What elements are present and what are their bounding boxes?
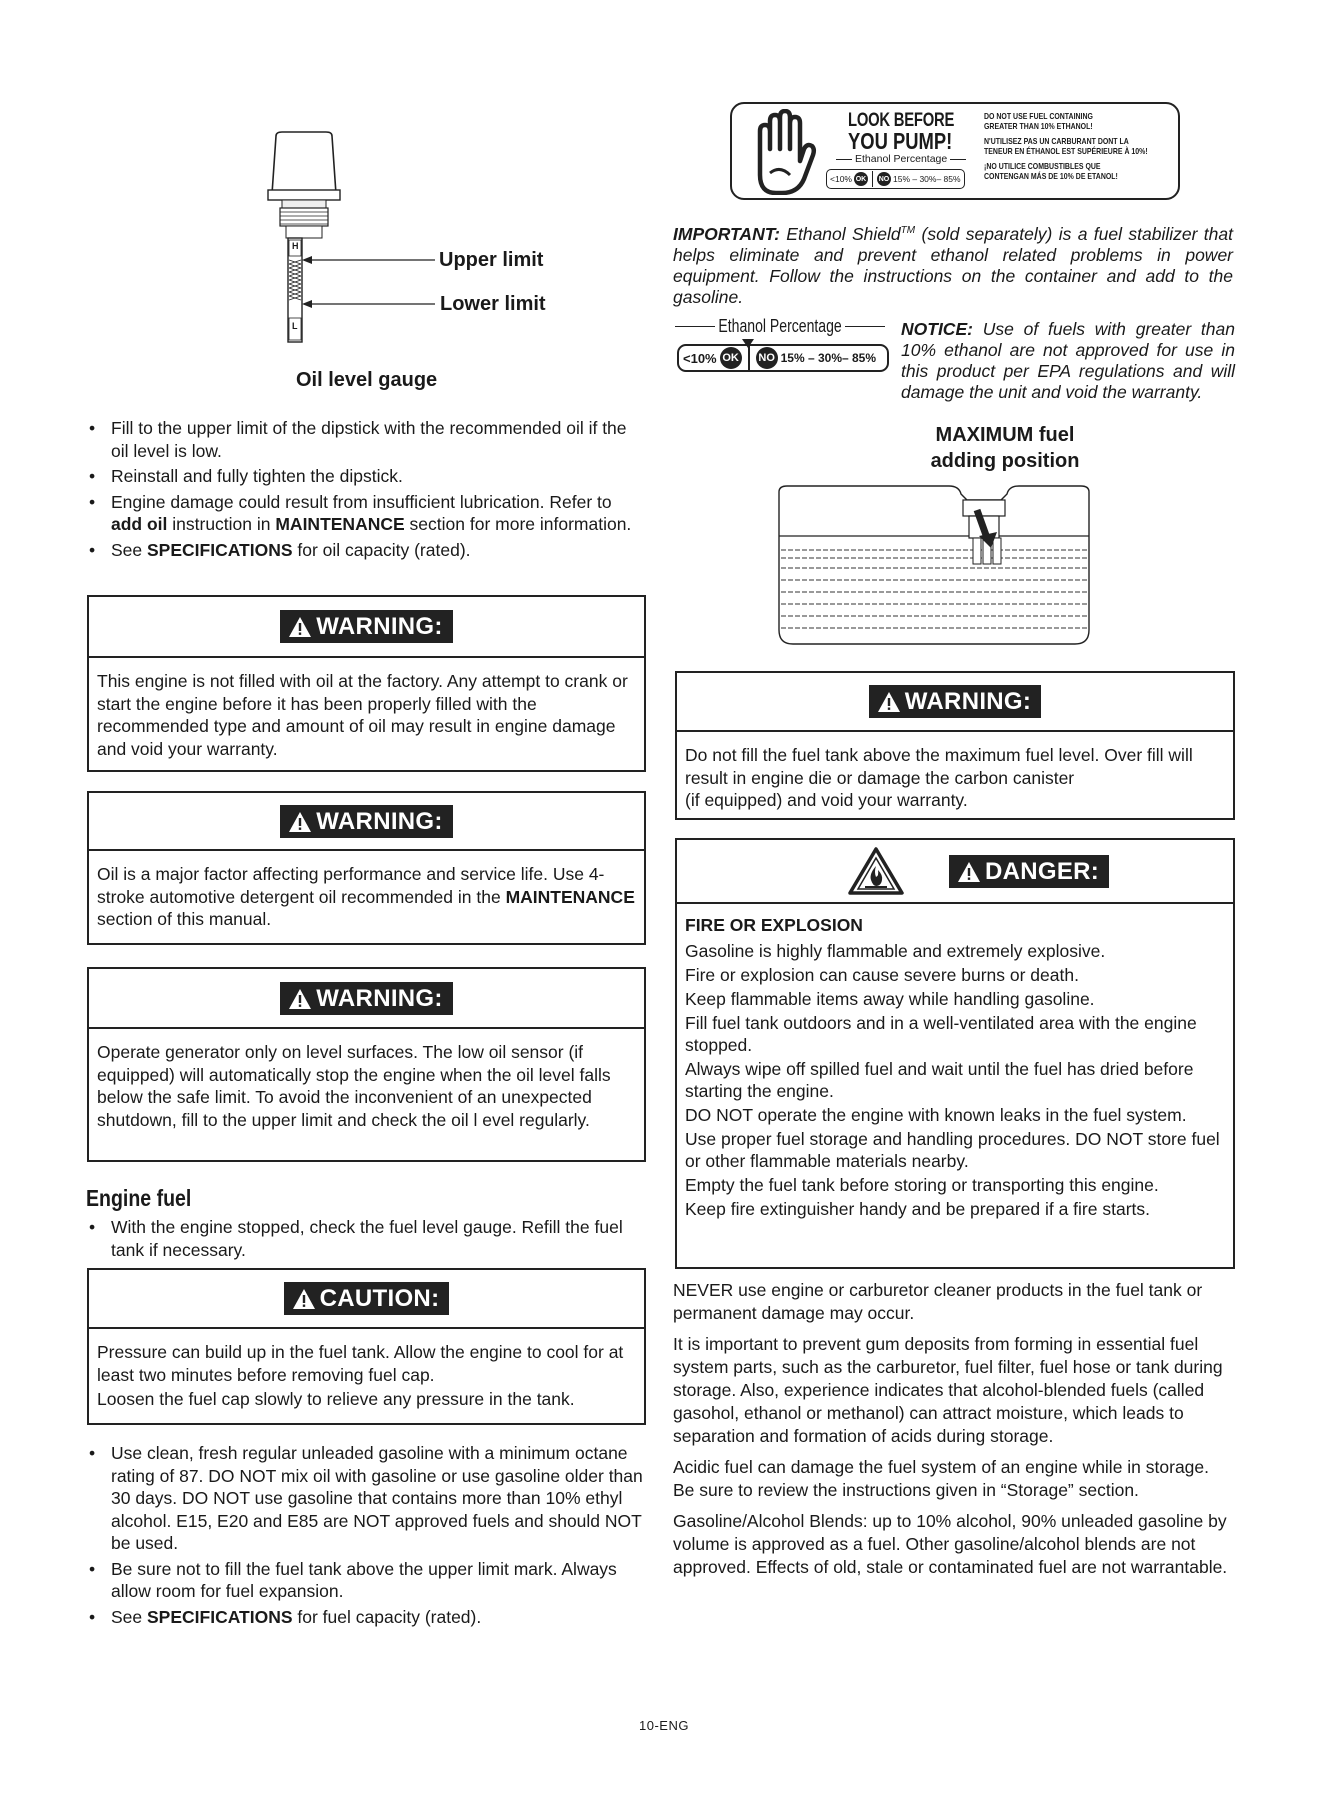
warning-pill: WARNING:: [280, 805, 452, 838]
danger-body: [677, 904, 1233, 1220]
danger-item: Gasoline is highly flammable and extremely explosive.: [685, 941, 1106, 961]
multilingual-warning: DO NOT USE FUEL CONTAINING GREATER THAN 10% ETHANOL! N'UTILISEZ PAS UN CARBURANT DONT LA TENEUR EN ÉTHANOL EST SUPÉRIEURE À 10%! ¡NO UTILICE COMBUSTIBLES QUE CONTENGAN MÁS DE 10% DE ETANOL!: [984, 111, 1148, 181]
danger-item: Always wipe off spilled fuel and wait until the fuel has dried before starting the engine.: [685, 1059, 1194, 1101]
look-before-text-1: LOOK BEFORE: [848, 110, 955, 131]
warning-triangle-icon: [288, 811, 312, 833]
engine-fuel-bullet-wrap: [86, 1216, 646, 1264]
oil-bullet-list-wrap: [86, 417, 646, 564]
oil-gauge-figure: [260, 128, 590, 346]
danger-item: Use proper fuel storage and handling procedures. DO NOT store fuel or other flammable materials nearby.: [685, 1129, 1220, 1171]
warning-header: [89, 793, 644, 851]
list-item: • Be sure not to fill the fuel tank above the upper limit mark. Always allow room for fuel expansion.: [86, 1558, 646, 1603]
caution-box: [87, 1268, 646, 1425]
l-mark: L: [292, 321, 298, 331]
danger-item: Keep fire extinguisher handy and be prepared if a fire starts.: [685, 1199, 1150, 1219]
no-badge: NO: [877, 172, 891, 186]
dipstick-illustration: [260, 128, 460, 346]
caution-text: Pressure can build up in the fuel tank. Allow the engine to cool for at least two minutes before removing fuel cap. Loosen the fuel cap slowly to relieve any pressure in the tank.: [97, 1342, 624, 1409]
look-before-text-2: YOU PUMP!: [848, 128, 953, 154]
h-mark: H: [292, 241, 299, 251]
warning-triangle-icon: [288, 616, 312, 638]
warning-header: [89, 969, 644, 1029]
fire-hazard-icon: [847, 846, 905, 896]
pointer-triangle-icon: [742, 339, 754, 348]
danger-item: Keep flammable items away while handling gasoline.: [685, 989, 1095, 1009]
caution-header: [89, 1270, 644, 1329]
page-number: 10-ENG: [639, 1718, 689, 1733]
max-fuel-heading: MAXIMUM fuel adding position: [930, 424, 1080, 472]
oil-bullet-list: [86, 417, 646, 561]
upper-limit-label: Upper limit: [439, 249, 544, 271]
fuel-bullet-list-wrap: [86, 1442, 646, 1631]
danger-item: Fill fuel tank outdoors and in a well-ventilated area with the engine stopped.: [685, 1013, 1197, 1055]
ethanol-scale-box: <10% OK NO 15% – 30%– 85%: [677, 344, 889, 372]
fuel-bullet-list: [86, 1442, 646, 1628]
danger-title: FIRE OR EXPLOSION: [685, 915, 863, 935]
warning-box-oil-factor: [87, 791, 646, 945]
warning-text: Do not fill the fuel tank above the maximum fuel level. Over fill will result in engine die or damage the carbon canister (if equipped) and void your warranty.: [685, 745, 1193, 810]
list-item: • See SPECIFICATIONS for oil capacity (rated).: [86, 539, 646, 562]
stop-hand-icon: [740, 109, 820, 195]
fuel-storage-paragraphs: [673, 1279, 1235, 1579]
danger-item: Empty the fuel tank before storing or transporting this engine.: [685, 1175, 1159, 1195]
oil-gauge-caption: Oil level gauge: [296, 369, 438, 391]
warning-header: [89, 597, 644, 658]
list-item: • Engine damage could result from insufficient lubrication. Refer to add oil instruction in MAINTENANCE section for more information.: [86, 491, 646, 536]
ethanol-scale-notice: [675, 314, 895, 378]
paragraph: Gasoline/Alcohol Blends: up to 10% alcohol, 90% unleaded gasoline by volume is approved as a fuel. Other gasoline/alcohol blends are not approved. Effects of old, stale or contaminated fuel are not warrantable.: [673, 1511, 1228, 1577]
paragraph: NEVER use engine or carburetor cleaner products in the fuel tank or permanent damage may occur.: [673, 1280, 1203, 1323]
warning-text: This engine is not filled with oil at the factory. Any attempt to crank or start the engine before it has been properly filled with the recommended type and amount of oil may result in engine damage and void your warranty.: [97, 671, 628, 759]
list-item: • With the engine stopped, check the fuel level gauge. Refill the fuel tank if necessary.: [86, 1216, 646, 1261]
warning-triangle-icon: [288, 988, 312, 1010]
list-item: • Fill to the upper limit of the dipstick with the recommended oil if the oil level is low.: [86, 417, 646, 462]
ethanol-pct-small: Ethanol Percentage: [836, 153, 966, 165]
warning-box-level-surface: [87, 967, 646, 1162]
important-paragraph: IMPORTANT: Ethanol Shield™ (sold separately) is a fuel stabilizer that helps eliminate and prevent ethanol related problems in power equipment. Follow the instructions on the container and add to the gasoline.: [673, 223, 1233, 307]
paragraph: Acidic fuel can damage the fuel system of an engine while in storage. Be sure to review the instructions given in “Storage” section.: [673, 1457, 1210, 1500]
warning-triangle-icon: [957, 861, 981, 883]
warning-text: Operate generator only on level surfaces. The low oil sensor (if equipped) will automatically stop the engine when the oil level falls below the safe limit. To avoid the inconvenient of an unexpected shutdown, fill to the upper limit and check the oil l evel regularly.: [97, 1042, 611, 1130]
ok-badge: OK: [720, 347, 742, 369]
lower-limit-label: Lower limit: [440, 293, 546, 315]
ok-badge: OK: [854, 172, 868, 186]
danger-box: [675, 838, 1235, 1269]
warning-pill: WARNING:: [869, 685, 1041, 718]
ethanol-scale-small: <10% OK NO 15% – 30%– 85%: [826, 169, 965, 189]
warning-triangle-icon: [877, 691, 901, 713]
caution-pill: CAUTION:: [284, 1282, 450, 1315]
paragraph: It is important to prevent gum deposits from forming in essential fuel system parts, such as the carburetor, fuel filter, fuel hose or tank during storage. Also, experience indicates that alcohol-blended fuels (called gasohol, ethanol or methanol) can attract moisture, which leads to separation and formation of acids during storage.: [673, 1334, 1223, 1446]
notice-paragraph: NOTICE: Use of fuels with greater than 10% ethanol are not approved for use in this product per EPA regulations and will damage the unit and void the warranty.: [901, 319, 1235, 402]
warning-header: [677, 673, 1233, 732]
warning-box-max-fuel: [675, 671, 1235, 820]
danger-header: [677, 840, 1233, 904]
no-badge: NO: [756, 347, 778, 369]
list-item: • Reinstall and fully tighten the dipstick.: [86, 465, 646, 488]
warning-triangle-icon: [292, 1288, 316, 1310]
list-item: • Use clean, fresh regular unleaded gasoline with a minimum octane rating of 87. DO NOT mix oil with gasoline or use gasoline older than 30 days. DO NOT use gasoline that contains more than 10% ethyl alcohol. E15, E20 and E85 are NOT approved fuels and should NOT be used.: [86, 1442, 646, 1555]
danger-pill: DANGER:: [949, 855, 1109, 888]
warning-box-oil-factory: [87, 595, 646, 772]
warning-text: Oil is a major factor affecting performance and service life. Use 4-stroke automotive detergent oil recommended in the MAINTENANCE section of this manual.: [97, 864, 635, 929]
list-item: • See SPECIFICATIONS for fuel capacity (rated).: [86, 1606, 646, 1629]
ethanol-pct-heading: Ethanol Percentage: [675, 316, 885, 337]
fuel-tank-diagram: [769, 480, 1099, 650]
ethanol-warning-label: [730, 102, 1180, 200]
danger-item: Fire or explosion can cause severe burns or death.: [685, 965, 1079, 985]
engine-fuel-heading: Engine fuel: [86, 1185, 192, 1211]
danger-item: DO NOT operate the engine with known leaks in the fuel system.: [685, 1105, 1187, 1125]
warning-pill: WARNING:: [280, 982, 452, 1015]
warning-pill: WARNING:: [280, 610, 452, 643]
